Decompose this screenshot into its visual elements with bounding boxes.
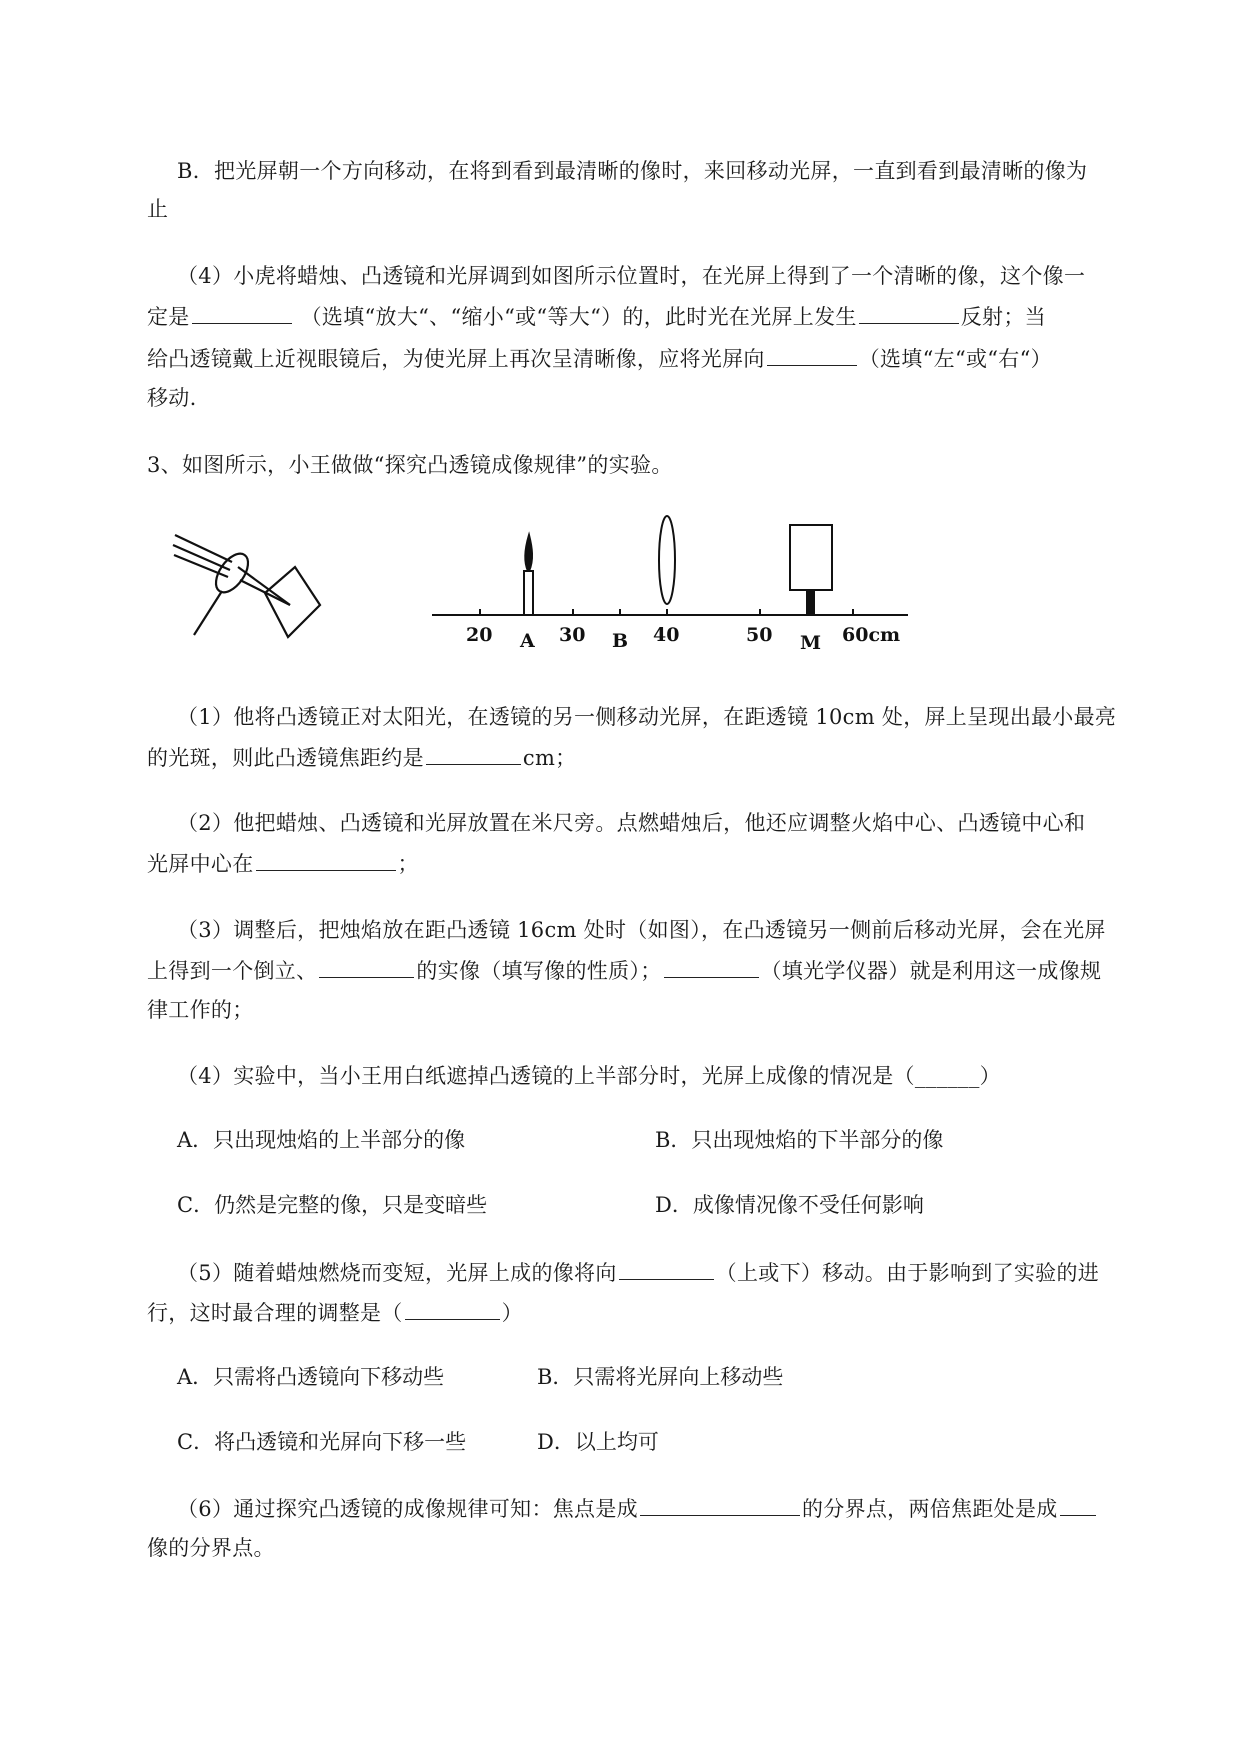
sub-3-blank-1[interactable] [319, 957, 414, 978]
option-b-line-1: B．把光屏朝一个方向移动，在将到看到最清晰的像时，来回移动光屏，一直到看到最清晰的像为 [177, 159, 1088, 183]
optical-bench-figure [420, 505, 920, 655]
label-m: M [800, 632, 822, 654]
sub-2-blank[interactable] [256, 850, 396, 871]
sub-1-text-b: cm； [522, 746, 577, 770]
q4-line-4: 移动. [147, 386, 197, 410]
q4-text-c: 反射；当 [960, 305, 1046, 329]
sub-4-option-a[interactable]: A．只出现烛焰的上半部分的像 [177, 1128, 466, 1152]
sub-5-blank-1[interactable] [619, 1259, 714, 1280]
paper-card [265, 567, 320, 637]
magnifier-handle [194, 591, 222, 635]
sub-4-option-c[interactable]: C．仍然是完整的像，只是变暗些 [177, 1193, 488, 1217]
q4-text-a: 定是 [147, 305, 190, 329]
tick-label-50: 50 [746, 624, 773, 646]
tick-label-60cm: 60cm [842, 624, 901, 646]
sub-6-text-b: 的分界点，两倍焦距处是成 [801, 1497, 1058, 1521]
sub-4-option-d[interactable]: D．成像情况像不受任何影响 [655, 1193, 924, 1217]
q4-line-3 [147, 345, 1052, 372]
sub-5-blank-2[interactable] [405, 1299, 500, 1320]
sub-5-option-d[interactable]: D．以上均可 [537, 1430, 659, 1454]
sub-4-option-b[interactable]: B．只出现烛焰的下半部分的像 [655, 1128, 944, 1152]
light-screen [790, 525, 832, 590]
sub-6-blank-1[interactable] [640, 1495, 800, 1516]
sub-5-text-c: 行，这时最合理的调整是（ [147, 1301, 403, 1325]
tick-label-20: 20 [466, 624, 493, 646]
sub-1-line-1: （1）他将凸透镜正对太阳光，在透镜的另一侧移动光屏，在距透镜 10cm 处，屏上呈现出最小最亮 [177, 705, 1117, 729]
sub-2-line-1: （2）他把蜡烛、凸透镜和光屏放置在米尺旁。点燃蜡烛后，他还应调整火焰中心、凸透镜中心和 [177, 811, 1086, 835]
sub-5-line-2 [147, 1299, 523, 1326]
candle-flame [525, 535, 532, 571]
sub-2-line-2 [147, 850, 419, 877]
sub-1-text-a: 的光斑，则此凸透镜焦距约是 [147, 746, 424, 770]
q4-text-b: （选填“放大“、“缩小“或“等大“）的，此时光在光屏上发生 [300, 305, 857, 329]
q4-line-2 [147, 303, 1046, 330]
q4-text-e: （选填“左“或“右“） [858, 347, 1052, 371]
option-b-line-2: 止 [147, 197, 169, 221]
label-b: B [612, 630, 629, 652]
q4-blank-3[interactable] [767, 345, 857, 366]
sub-3-blank-2[interactable] [664, 957, 759, 978]
tick-label-40: 40 [653, 624, 680, 646]
sub-1-line-2 [147, 744, 576, 771]
q4-line-1: （4）小虎将蜡烛、凸透镜和光屏调到如图所示位置时，在光屏上得到了一个清晰的像，这个像一 [177, 264, 1086, 288]
sub-3-text-c: （填光学仪器）就是利用这一成像规 [760, 959, 1102, 983]
q4-blank-2[interactable] [859, 303, 959, 324]
sub-5-option-b[interactable]: B．只需将光屏向上移动些 [537, 1365, 784, 1389]
sub-3-text-a: 上得到一个倒立、 [147, 959, 318, 983]
sub-5-text-a: （5）随着蜡烛燃烧而变短，光屏上成的像将向 [177, 1261, 617, 1285]
focusing-sketch-figure [170, 525, 330, 645]
sub-6-text-a: （6）通过探究凸透镜的成像规律可知：焦点是成 [177, 1497, 638, 1521]
sub-5-option-a[interactable]: A．只需将凸透镜向下移动些 [177, 1365, 445, 1389]
sub-2-text-a: 光屏中心在 [147, 852, 254, 876]
sub-3-text-b: 的实像（填写像的性质）； [416, 959, 662, 983]
sub-5-text-d: ） [501, 1301, 523, 1325]
sub-2-text-b: ； [397, 852, 419, 876]
candle [524, 571, 533, 615]
sub-6-line-2: 像的分界点。 [147, 1536, 275, 1560]
screen-stand [807, 590, 814, 615]
sub-6-line-1 [177, 1495, 1098, 1522]
problem-3-title: 3、如图所示，小王做做“探究凸透镜成像规律”的实验。 [147, 453, 673, 477]
q4-text-d: 给凸透镜戴上近视眼镜后，为使光屏上再次呈清晰像，应将光屏向 [147, 347, 765, 371]
sub-4-line-1: （4）实验中，当小王用白纸遮掉凸透镜的上半部分时，光屏上成像的情况是（______） [177, 1064, 1001, 1088]
sub-5-text-b: （上或下）移动。由于影响到了实验的进 [715, 1261, 1100, 1285]
sub-3-line-3: 律工作的； [147, 998, 254, 1022]
sub-5-line-1 [177, 1259, 1099, 1286]
sub-5-option-c[interactable]: C．将凸透镜和光屏向下移一些 [177, 1430, 467, 1454]
label-a: A [520, 630, 535, 652]
convex-lens [659, 516, 675, 604]
sub-3-line-1: （3）调整后，把烛焰放在距凸透镜 16cm 处时（如图），在凸透镜另一侧前后移动光屏，会在光屏 [177, 918, 1106, 942]
sub-3-line-2 [147, 957, 1101, 984]
refracted-ray-1 [238, 567, 290, 605]
tick-label-30: 30 [559, 624, 586, 646]
q4-blank-1[interactable] [192, 303, 292, 324]
sub-1-blank[interactable] [426, 744, 521, 765]
sub-6-blank-2[interactable] [1060, 1495, 1096, 1516]
